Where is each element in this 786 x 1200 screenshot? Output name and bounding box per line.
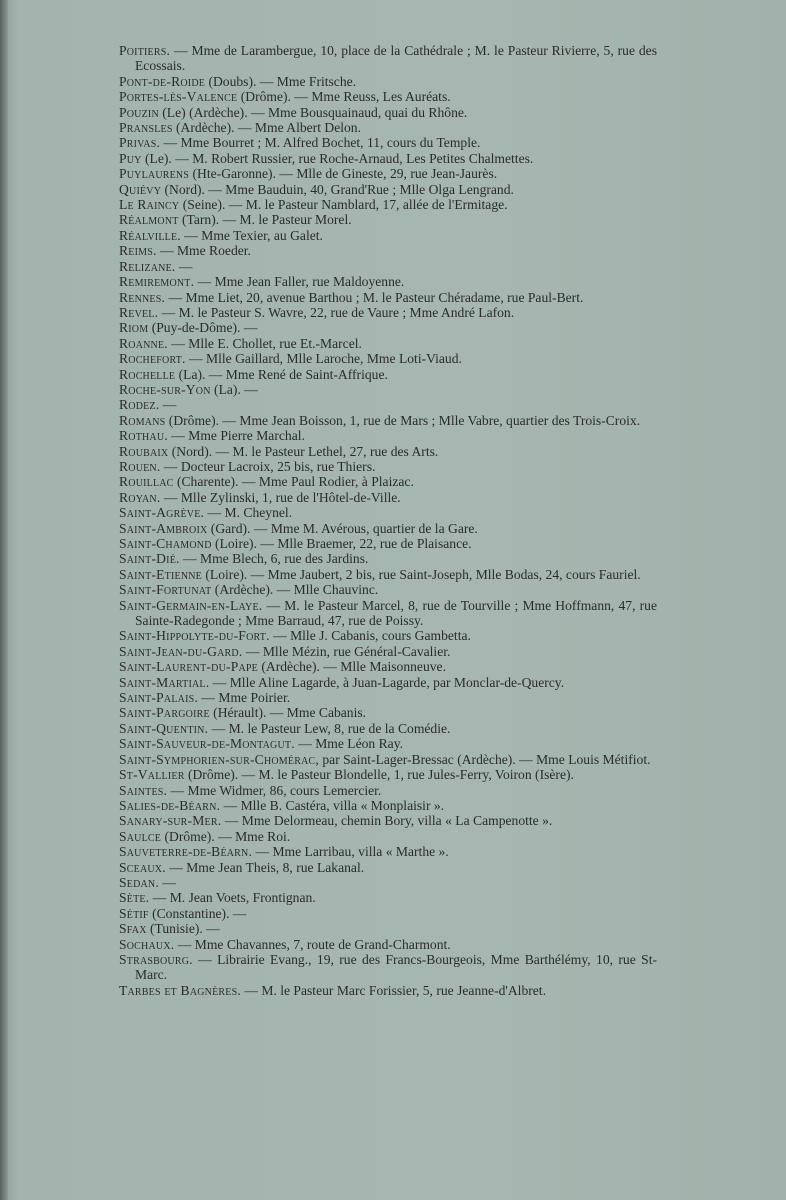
- entry-contact-details: (Nord). — M. le Pasteur Lethel, 27, rue des Arts.: [168, 443, 439, 459]
- directory-entry: [119, 783, 657, 798]
- entry-place-name: Puy: [119, 150, 142, 166]
- page-binding-edge: [0, 0, 8, 1200]
- directory-entry: [119, 829, 657, 844]
- entry-contact-details: — Mme Jean Theis, 8, rue Lakanal.: [165, 859, 365, 875]
- directory-entry: [119, 243, 657, 258]
- directory-entry: [119, 105, 657, 120]
- entry-place-name: Sète.: [119, 890, 150, 906]
- entry-place-name: Portes-lès-Valence: [119, 89, 238, 105]
- entry-place-name: Saint-Etienne: [119, 566, 202, 582]
- entry-place-name: Rennes.: [119, 289, 166, 305]
- directory-entry: [119, 659, 657, 674]
- directory-entry: [119, 305, 657, 320]
- entry-place-name: Sochaux.: [119, 936, 175, 952]
- directory-entry: [119, 382, 657, 397]
- directory-entry: [119, 351, 657, 366]
- directory-entry: [119, 444, 657, 459]
- entry-contact-details: — M. Cheynel.: [204, 505, 293, 521]
- directory-entry: [119, 151, 657, 166]
- entry-contact-details: (Le) (Ardèche). — Mme Bousquainaud, quai du Rhône.: [158, 104, 468, 120]
- entry-contact-details: (Hte-Garonne). — Mlle de Gineste, 29, rue Jean-Jaurès.: [189, 166, 498, 182]
- entry-contact-details: —: [158, 874, 176, 890]
- entry-contact-details: (Nord). — Mme Bauduin, 40, Grand'Rue ; Mlle Olga Lengrand.: [161, 181, 514, 197]
- entry-place-name: Saint-Pargoire: [119, 705, 210, 721]
- entry-contact-details: — M. Jean Voets, Frontignan.: [149, 890, 316, 906]
- entry-contact-details: — Mme Delormeau, chemin Bory, villa « La Campenotte ».: [221, 813, 553, 829]
- directory-entry: [119, 705, 657, 720]
- entry-contact-details: —: [175, 258, 193, 274]
- entry-place-name: Saint-Sauveur-de-Montagut.: [119, 736, 295, 752]
- entry-contact-details: — Mlle J. Cabanis, cours Gambetta.: [269, 628, 471, 644]
- entry-place-name: Roubaix: [119, 443, 169, 459]
- entry-contact-details: — Mme Poirier.: [197, 690, 291, 706]
- directory-entry: [119, 675, 657, 690]
- entry-place-name: Sétif: [119, 905, 149, 921]
- entry-place-name: Quiévy: [119, 181, 162, 197]
- entry-place-name: Sanary-sur-Mer.: [119, 813, 222, 829]
- entry-contact-details: (Drôme). — Mme Reuss, Les Auréats.: [237, 89, 451, 105]
- directory-entry: [119, 860, 657, 875]
- directory-entry: [119, 212, 657, 227]
- entry-contact-details: (La). — Mme René de Saint-Affrique.: [175, 366, 388, 382]
- entry-contact-details: (Drôme). — Mme Roi.: [161, 828, 291, 844]
- entry-place-name: Strasbourg.: [119, 951, 193, 967]
- directory-entry: [119, 336, 657, 351]
- directory-entry: [119, 274, 657, 289]
- entry-contact-details: — Mme Liet, 20, avenue Barthou ; M. le Pasteur Chéradame, rue Paul-Bert.: [165, 289, 584, 305]
- entry-contact-details: —: [159, 397, 177, 413]
- directory-entry: [119, 644, 657, 659]
- directory-entry: [119, 89, 657, 104]
- entry-place-name: Saint-Hippolyte-du-Fort.: [119, 628, 270, 644]
- directory-entry: [119, 43, 657, 74]
- entry-place-name: Royan.: [119, 489, 161, 505]
- entry-place-name: Pouzin: [119, 104, 159, 120]
- entry-place-name: Saint-Martial.: [119, 674, 210, 690]
- entry-contact-details: (Ardèche). — Mme Albert Delon.: [172, 120, 361, 136]
- entry-contact-details: (Loire). — Mlle Braemer, 22, rue de Plaisance.: [211, 536, 472, 551]
- entry-place-name: Saint-Jean-du-Gard.: [119, 643, 243, 659]
- entry-place-name: Saint-Germain-en-Laye.: [119, 597, 263, 613]
- directory-entry: [119, 582, 657, 597]
- entry-contact-details: (Tarn). — M. le Pasteur Morel.: [178, 212, 352, 228]
- entry-place-name: Reims.: [119, 243, 157, 259]
- entry-contact-details: (Hérault). — Mme Cabanis.: [209, 705, 367, 721]
- entry-contact-details: — M. le Pasteur Marcel, 8, rue de Tourville ; Mme Hoffmann, 47, rue Sainte-Radegonde ; Mme Barraud, 47, rue de Poissy.: [135, 597, 657, 629]
- directory-entry: [119, 428, 657, 443]
- entry-place-name: Sceaux.: [119, 859, 166, 875]
- entry-place-name: Saintes.: [119, 782, 168, 798]
- directory-entry: [119, 598, 657, 629]
- directory-entry: [119, 521, 657, 536]
- directory-entry: [119, 906, 657, 921]
- entry-place-name: Tarbes et Bagnères.: [119, 982, 241, 998]
- entry-place-name: Remiremont.: [119, 274, 195, 290]
- entry-contact-details: — Mme Blech, 6, rue des Jardins.: [179, 551, 369, 567]
- directory-entry: [119, 228, 657, 243]
- directory-entry: [119, 367, 657, 382]
- entry-place-name: Rodez.: [119, 397, 160, 413]
- entry-place-name: Sauveterre-de-Béarn.: [119, 844, 253, 860]
- entry-contact-details: — Docteur Lacroix, 25 bis, rue Thiers.: [160, 458, 376, 474]
- entry-contact-details: (Le). — M. Robert Russier, rue Roche-Arnaud, Les Petites Chalmettes.: [141, 150, 534, 166]
- directory-entry: [119, 721, 657, 736]
- entry-contact-details: (Charente). — Mme Paul Rodier, à Plaizac.: [173, 474, 414, 490]
- entry-contact-details: (Gard). — Mme M. Avérous, quartier de la Gare.: [207, 520, 478, 536]
- directory-entry: [119, 397, 657, 412]
- directory-entry: [119, 736, 657, 751]
- directory-entry: [119, 182, 657, 197]
- directory-entry: [119, 135, 657, 150]
- directory-entry: [119, 74, 657, 89]
- entry-place-name: Sfax: [119, 921, 147, 937]
- entry-contact-details: (Tunisie). —: [146, 921, 220, 937]
- entry-place-name: Relizane.: [119, 258, 176, 274]
- entry-contact-details: (Doubs). — Mme Fritsche.: [205, 73, 357, 89]
- directory-entry: [119, 567, 657, 582]
- directory-entry: [119, 767, 657, 782]
- entry-place-name: Salies-de-Béarn.: [119, 797, 221, 813]
- entry-place-name: St-Vallier: [119, 767, 185, 783]
- entry-contact-details: — Mme Roeder.: [156, 243, 251, 259]
- directory-entry: [119, 290, 657, 305]
- entry-contact-details: — Mlle Mézin, rue Général-Cavalier.: [242, 643, 451, 659]
- entry-place-name: Réalmont: [119, 212, 179, 228]
- entry-place-name: Réalville.: [119, 227, 181, 243]
- entry-contact-details: (Drôme). — M. le Pasteur Blondelle, 1, rue Jules-Ferry, Voiron (Isère).: [184, 767, 574, 783]
- entry-contact-details: — Mme Chavannes, 7, route de Grand-Charmont.: [174, 936, 451, 952]
- directory-entry: [119, 875, 657, 890]
- entry-place-name: Pransles: [119, 120, 173, 136]
- entry-place-name: Roche-sur-Yon: [119, 381, 211, 397]
- directory-entry: [119, 921, 657, 936]
- entry-place-name: Saint-Chamond: [119, 536, 212, 551]
- directory-entry: [119, 320, 657, 335]
- address-list: [119, 43, 657, 998]
- entry-place-name: Rothau.: [119, 428, 168, 444]
- entry-contact-details: — M. le Pasteur Lew, 8, rue de la Comédie.: [208, 720, 451, 736]
- entry-place-name: Poitiers.: [119, 43, 171, 58]
- directory-entry: [119, 798, 657, 813]
- entry-place-name: Rouillac: [119, 474, 174, 490]
- entry-place-name: Saint-Fortunat: [119, 582, 212, 598]
- directory-entry: [119, 120, 657, 135]
- entry-place-name: Riom: [119, 320, 149, 336]
- entry-contact-details: (Ardèche). — Mlle Chauvinc.: [211, 582, 379, 598]
- directory-entry: [119, 259, 657, 274]
- directory-entry: [119, 937, 657, 952]
- entry-place-name: Revel.: [119, 304, 159, 320]
- entry-place-name: Pont-de-Roide: [119, 73, 206, 89]
- entry-place-name: Le Raincy: [119, 197, 180, 213]
- entry-contact-details: — Mlle E. Chollet, rue Et.-Marcel.: [167, 335, 362, 351]
- directory-entry: [119, 813, 657, 828]
- entry-place-name: Saint-Quentin.: [119, 720, 209, 736]
- entry-contact-details: — Librairie Evang., 19, rue des Francs-Bourgeois, Mme Barthélémy, 10, rue St-Marc.: [135, 951, 657, 983]
- directory-entry: [119, 474, 657, 489]
- directory-entry: [119, 952, 657, 983]
- directory-entry: [119, 551, 657, 566]
- directory-entry: [119, 983, 657, 998]
- directory-entry: [119, 844, 657, 859]
- entry-place-name: Saint-Laurent-du-Pape: [119, 659, 258, 675]
- entry-place-name: Saint-Agrève.: [119, 505, 205, 521]
- directory-entry: [119, 628, 657, 643]
- entry-place-name: Romans: [119, 412, 166, 428]
- directory-entry: [119, 890, 657, 905]
- entry-contact-details: (Loire). — Mme Jaubert, 2 bis, rue Saint-Joseph, Mlle Bodas, 24, cours Fauriel.: [201, 566, 641, 582]
- entry-contact-details: — Mme Texier, au Galet.: [180, 227, 323, 243]
- entry-contact-details: — Mlle B. Castéra, villa « Monplaisir ».: [220, 797, 445, 813]
- entry-contact-details: — Mlle Gaillard, Mlle Laroche, Mme Loti-Viaud.: [185, 351, 462, 367]
- entry-place-name: Rochefort.: [119, 351, 186, 367]
- entry-contact-details: — M. le Pasteur Marc Forissier, 5, rue Jeanne-d'Albret.: [240, 982, 546, 998]
- directory-entry: [119, 166, 657, 181]
- entry-place-name: Saulce: [119, 828, 162, 844]
- entry-place-name: Puylaurens: [119, 166, 190, 182]
- entry-contact-details: — Mme de Larambergue, 10, place de la Cathédrale ; M. le Pasteur Rivierre, 5, rue des Ecossais.: [135, 43, 657, 74]
- entry-place-name: Saint-Dié.: [119, 551, 180, 567]
- directory-entry: [119, 413, 657, 428]
- directory-entry: [119, 197, 657, 212]
- entry-contact-details: — Mme Larribau, villa « Marthe ».: [252, 844, 449, 860]
- entry-contact-details: (La). —: [210, 381, 258, 397]
- entry-contact-details: — M. le Pasteur S. Wavre, 22, rue de Vaure ; Mme André Lafon.: [158, 304, 515, 320]
- entry-contact-details: — Mlle Aline Lagarde, à Juan-Lagarde, par Monclar-de-Quercy.: [209, 674, 565, 690]
- entry-contact-details: — Mme Jean Faller, rue Maldoyenne.: [194, 274, 405, 290]
- entry-contact-details: (Seine). — M. le Pasteur Namblard, 17, allée de l'Ermitage.: [179, 197, 508, 213]
- entry-place-name: Sedan.: [119, 874, 159, 890]
- entry-place-name: Privas.: [119, 135, 161, 151]
- entry-contact-details: — Mme Pierre Marchal.: [167, 428, 305, 444]
- entry-place-name: Saint-Palais.: [119, 690, 198, 706]
- directory-entry: [119, 690, 657, 705]
- entry-contact-details: — Mme Widmer, 86, cours Lemercier.: [167, 782, 382, 798]
- entry-contact-details: (Puy-de-Dôme). —: [148, 320, 258, 336]
- entry-place-name: Rochelle: [119, 366, 176, 382]
- entry-contact-details: — Mlle Zylinski, 1, rue de l'Hôtel-de-Ville.: [160, 489, 401, 505]
- entry-contact-details: — Mme Bourret ; M. Alfred Bochet, 11, cours du Temple.: [160, 135, 481, 151]
- directory-entry: [119, 752, 657, 767]
- entry-contact-details: (Ardèche). — Mlle Maisonneuve.: [257, 659, 446, 675]
- directory-entry: [119, 536, 657, 551]
- directory-entry: [119, 490, 657, 505]
- entry-contact-details: par Saint-Lager-Bressac (Ardèche). — Mme Louis Métifiot.: [318, 751, 651, 767]
- entry-place-name: Saint-Ambroix: [119, 520, 208, 536]
- entry-contact-details: (Drôme). — Mme Jean Boisson, 1, rue de Mars ; Mlle Vabre, quartier des Trois-Croix.: [165, 412, 641, 428]
- directory-entry: [119, 459, 657, 474]
- entry-contact-details: (Constantine). —: [148, 905, 247, 921]
- entry-contact-details: — Mme Léon Ray.: [294, 736, 404, 752]
- entry-place-name: Roanne.: [119, 335, 168, 351]
- entry-place-name: Saint-Symphorien-sur-Chomérac,: [119, 751, 319, 767]
- directory-entry: [119, 505, 657, 520]
- entry-place-name: Rouen.: [119, 458, 161, 474]
